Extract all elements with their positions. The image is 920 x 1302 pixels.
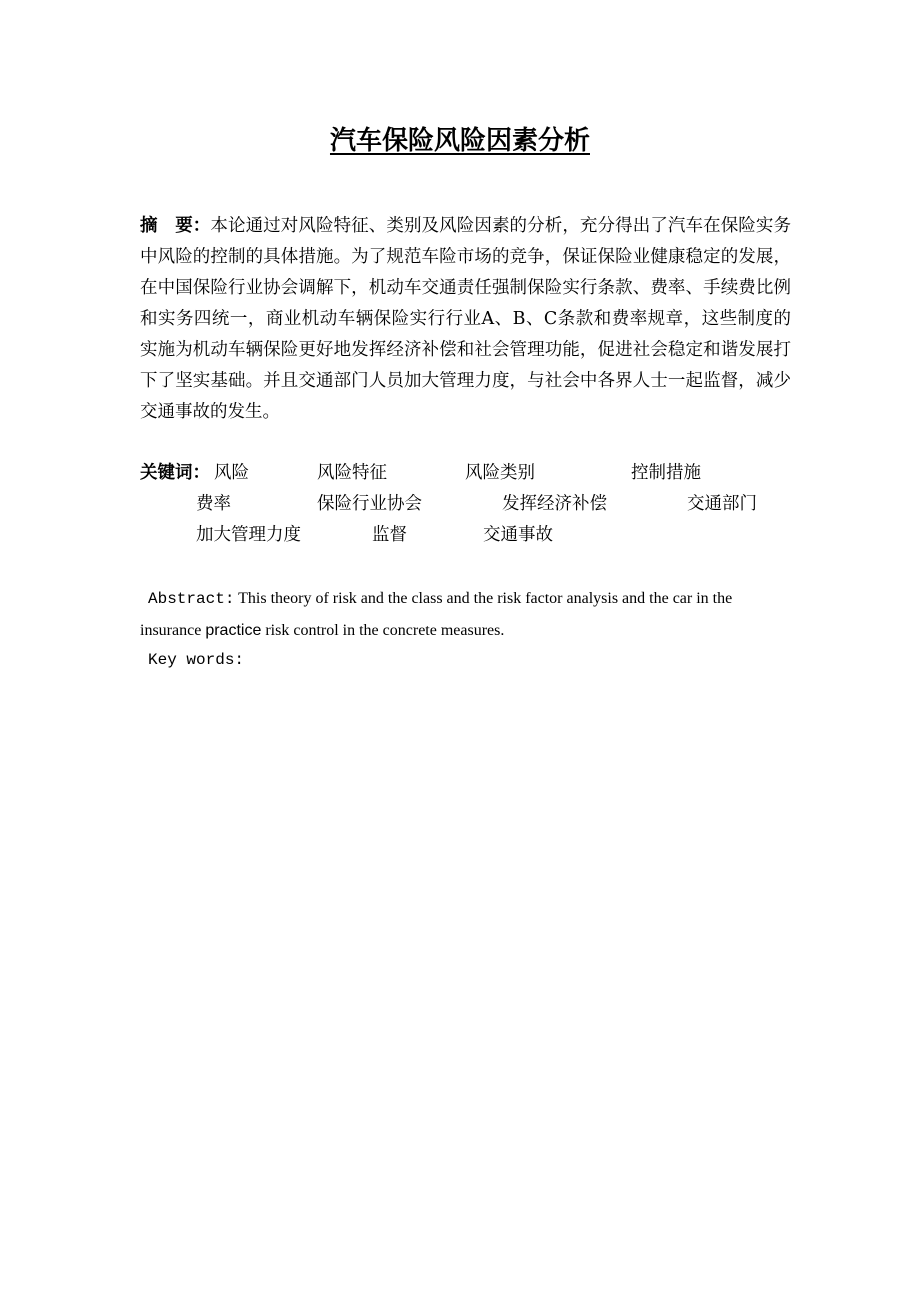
english-keywords-label: Key words:: [148, 651, 245, 669]
keyword-item: 风险: [214, 463, 249, 483]
chinese-keywords: [140, 458, 820, 558]
chinese-abstract-text: 本论通过对风险特征、类别及风险因素的分析，充分得出了汽车在保险实务中风险的控制的具体措施。为了规范车险市场的竞争，保证保险业健康稳定的发展，在中国保险行业协会调解下，机动车交通责任强制保险实行条款、费率、手续费比例和实务四统一，商业机动车辆保险实行行业A、B、C条款和费率规章，这些制度的实施为机动车辆保险更好地发挥经济补偿和社会管理功能，促进社会稳定和谐发展打下了坚实基础。并且交通部门人员加大管理力度，与社会中各界人士一起监督，减少交通事故的发生。: [140, 216, 791, 422]
keyword-item: 风险特征: [317, 463, 387, 483]
keyword-item: 交通事故: [483, 525, 553, 545]
english-abstract: [140, 583, 780, 646]
keyword-item: 交通部门: [687, 494, 757, 514]
keyword-item: 监督: [372, 525, 407, 545]
chinese-abstract-label: 摘 要：: [140, 216, 211, 236]
keyword-item: 保险行业协会: [317, 494, 422, 514]
chinese-abstract: [140, 211, 791, 428]
keyword-item: 费率: [196, 494, 231, 514]
chinese-keywords-label: 关键词：: [140, 463, 210, 483]
document-title: 汽车保险风险因素分析: [329, 126, 590, 156]
keyword-item: 加大管理力度: [196, 525, 301, 545]
keyword-item: 控制措施: [631, 463, 701, 483]
english-abstract-text: This theory of risk and the class and the risk factor analysis and the car in the insurance: [140, 590, 733, 639]
english-abstract-label: Abstract:: [148, 590, 235, 608]
english-abstract-text-end: risk control in the concrete measures.: [261, 622, 505, 639]
keyword-item: 发挥经济补偿: [502, 494, 607, 514]
english-abstract-word: practice: [205, 622, 262, 639]
keyword-item: 风险类别: [465, 463, 535, 483]
